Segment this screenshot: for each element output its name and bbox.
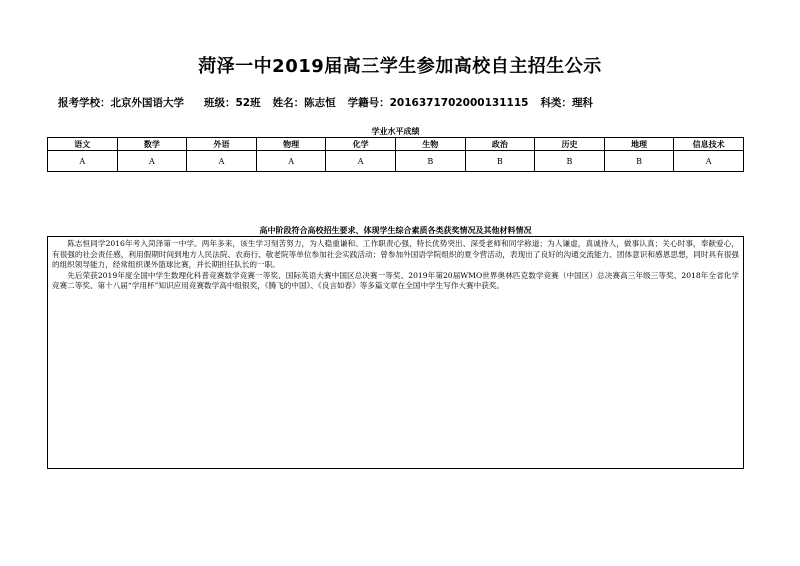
grade-header: 物理 [256, 138, 326, 151]
grade-cell: A [256, 151, 326, 172]
awards-paragraph: 先后荣获2019年度全国中学生数理化科普竞赛数学竞赛一等奖、国际英语大赛中国区总决赛一等奖、2019年第20届WMO世界奥林匹克数学竞赛（中国区）总决赛高三年级三等奖、2018年全省化学竞赛二等奖、第十八届“学用杯”知识应用竞赛数学高中组银奖，《腾飞的中国》、《良言如春》等多篇文章在全国中学生写作大赛中获奖。 [52, 270, 739, 290]
grade-cell: A [326, 151, 396, 172]
grade-cell: B [535, 151, 605, 172]
grade-header: 信息技术 [674, 138, 744, 151]
student-id-value: 2016371702000131115 [389, 97, 529, 109]
grade-header: 地理 [604, 138, 674, 151]
grade-cell: A [674, 151, 744, 172]
subject-category-label: 科类： [540, 97, 572, 109]
subject-category-value: 理科 [571, 97, 593, 109]
awards-paragraph: 陈志恒同学2016年考入菏泽第一中学。两年多来，该生学习刻苦努力，为人稳重谦和、工作职责心强、特长优势突出、深受老师和同学称道；为人谦虚，真诚待人，做事认真；关心时事，奉献爱心，有很强的社会责任感，利用假期时间到地方人民法院、农商行、敬老院等单位参加社会实践活动；曾参加外国语学院组织的夏令营活动，表现出了良好的沟通交流能力、团体意识和感恩思想，同时具有很强的组织领导能力，经常组织课外篮球比赛，并长期担任队长的一职。 [52, 239, 739, 269]
awards-section-title: 高中阶段符合高校招生要求、体现学生综合素质各类获奖情况及其他材料情况 [259, 226, 532, 235]
school-value: 北京外国语大学 [110, 97, 184, 109]
student-id-label: 学籍号： [347, 97, 390, 109]
grade-cell: B [465, 151, 535, 172]
name-label: 姓名： [272, 97, 305, 109]
grade-cell: A [117, 151, 187, 172]
awards-box [47, 236, 744, 469]
grade-cell: B [604, 151, 674, 172]
name-value: 陈志恒 [304, 97, 336, 109]
grade-cell: B [395, 151, 465, 172]
school-label: 报考学校： [58, 97, 111, 109]
grade-header: 语文 [48, 138, 118, 151]
grade-header: 外语 [187, 138, 257, 151]
grade-cell: A [187, 151, 257, 172]
grade-cell: A [48, 151, 118, 172]
class-value: 52班 [235, 97, 261, 109]
grades-header-row [48, 138, 744, 151]
grade-header: 历史 [535, 138, 605, 151]
grade-header: 政治 [465, 138, 535, 151]
grade-header: 生物 [395, 138, 465, 151]
grade-header: 数学 [117, 138, 187, 151]
student-info [58, 95, 593, 110]
grades-section-title: 学业水平成绩 [371, 127, 420, 136]
page-title: 菏泽一中2019届高三学生参加高校自主招生公示 [198, 56, 602, 77]
grade-header: 化学 [326, 138, 396, 151]
class-label: 班级： [204, 97, 236, 109]
grades-value-row [48, 151, 744, 172]
grades-table [47, 137, 744, 172]
